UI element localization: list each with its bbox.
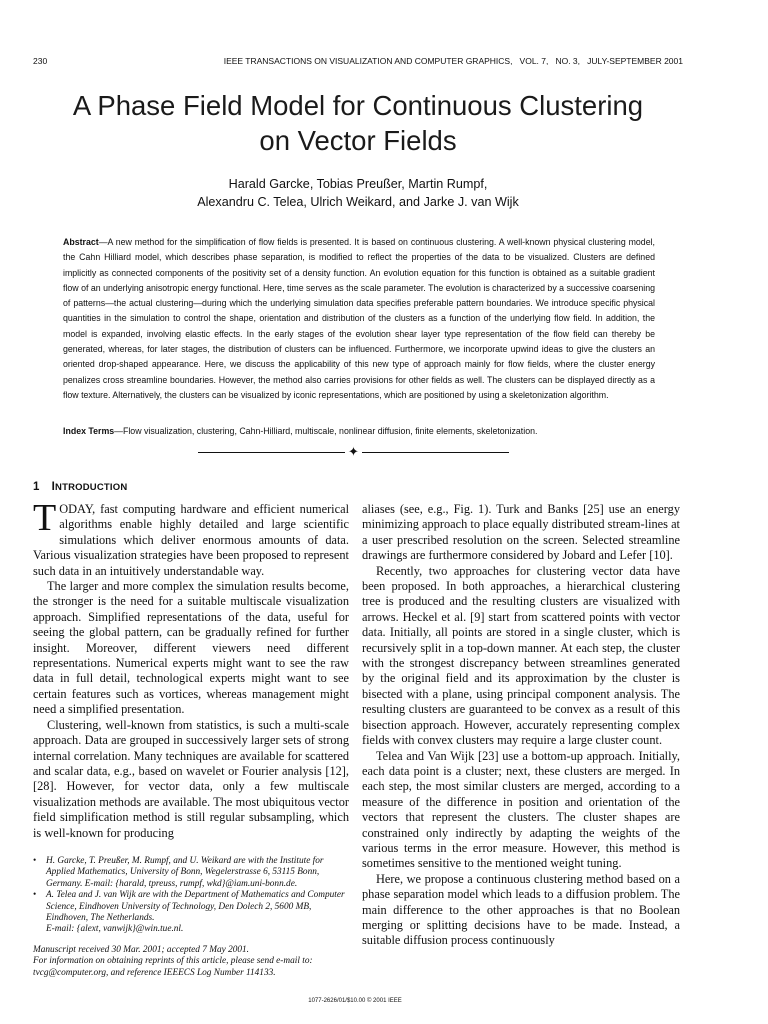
paper-title-line1: A Phase Field Model for Continuous Clustering <box>72 90 644 121</box>
left-column <box>33 497 349 841</box>
paragraph: TODAY, fast computing hardware and efficient numerical algorithms enable highly detailed and large scientific simulations which deliver enormous amounts of data. Various visualization strategies have been proposed to represent such data in an intuitively understandable way. <box>33 497 349 578</box>
paragraph: Here, we propose a continuous clustering method based on a phase separation model which leads to a diffusion problem. The main difference to the other approaches is that no Boolean merging or splitting decisions have to be made. Instead, a suitable diffusion process continuously <box>362 871 680 948</box>
abstract-label: Abstract <box>63 237 99 247</box>
footnote-item: • H. Garcke, T. Preußer, M. Rumpf, and U. Weikard are with the Institute for Applied Mathematics, University of Bonn, Wegelerstrasse 6, 53115 Bonn, Germany. E-mail: {harald, tpreuss, rumpf, wkd}@iam.uni-bonn.de. <box>33 856 324 889</box>
copyright-footer: 1077-2626/01/$10.00 © 2001 IEEE <box>308 998 402 1004</box>
index-terms-label: Index Terms <box>63 426 115 436</box>
running-header <box>33 56 683 70</box>
author-list <box>33 175 683 211</box>
author-line1: Harald Garcke, Tobias Preußer, Martin Rumpf, <box>228 177 488 191</box>
footnote-email: E-mail: {alext, vanwijk}@win.tue.nl. <box>46 924 184 935</box>
manuscript-dates: Manuscript received 30 Mar. 2001; accepted 7 May 2001. <box>33 944 250 955</box>
page-number: 230 <box>33 56 48 66</box>
abstract <box>63 235 655 403</box>
journal-header: IEEE TRANSACTIONS ON VISUALIZATION AND COMPUTER GRAPHICS, VOL. 7, NO. 3, JULY-SEPTEMBER 2001 <box>223 56 683 66</box>
paper-title-line2: on Vector Fields <box>259 125 457 156</box>
author-line2: Alexandru C. Telea, Ulrich Weikard, and Jarke J. van Wijk <box>197 195 519 209</box>
reprint-info: For information on obtaining reprints of this article, please send e-mail to: tvcg@computer.org, and reference IEEECS Log Number 114133. <box>33 956 313 978</box>
first-word: ODAY, <box>59 502 96 516</box>
section-title-initial: I <box>51 481 56 493</box>
bullet-icon: • <box>33 856 37 866</box>
index-terms <box>63 424 655 438</box>
paragraph: aliases (see, e.g., Fig. 1). Turk and Banks [25] use an energy minimizing approach to place equally distributed stream-lines at a user prescribed resolution on the screen. Selected streamline drawings are furthermore considered by Jobard and Lefer [10]. <box>362 502 680 563</box>
bullet-icon: • <box>33 890 37 901</box>
separator-rule-right <box>362 452 509 453</box>
separator-diamond-icon: ✦ <box>348 444 359 459</box>
footnotes <box>33 856 351 979</box>
paragraph: The larger and more complex the simulation results become, the stronger is the need for a suitable multiscale visualization approach. Simplified representations of the data, useful for seeing the global pattern, can be gradually refined for further insight. Moreover, different viewers need different representations. Numerical experts might want to see the raw data in full detail, technological experts might want to see certain features such as vortices, whereas management might need a simplified presentation. <box>33 579 349 717</box>
right-column <box>362 502 680 949</box>
paragraph: Clustering, well-known from statistics, is such a multi-scale approach. Data are grouped in successively larger sets of strong internal correlation. Many techniques are available for scattered and scalar data, e.g., based on wavelet or Fourier analysis [12], [28]. However, for vector data, only a few multiscale visualization methods are available. The most ubiquitous vector field simplification method is still regular subsampling, which is well-known for producing <box>33 717 349 840</box>
paragraph: Recently, two approaches for clustering vector data have been proposed. In both approaches, a hierarchical clustering tree is produced and the resulting clusters are visualized with arrows. Heckel et al. [9] start from scattered points with vector data. Initially, all points are stored in a single cluster, which is recursively split in a top-down manner. At each step, the cluster with the strongest discrepancy between streamlines generated by the original field and its approximation by the cluster is bisected with a plane, using principal component analysis. The resulting clusters are guaranteed to be convex as a result of this bisection approach. However, accurately representing complex fields with convex clusters may require a large cluster count. <box>362 563 680 748</box>
section-title-rest: NTRODUCTION <box>55 482 128 493</box>
paper-title <box>33 88 683 158</box>
index-terms-text: —Flow visualization, clustering, Cahn-Hilliard, multiscale, nonlinear diffusion, finite elements, skeletonization. <box>114 426 538 436</box>
section-heading <box>33 481 127 493</box>
separator-rule-left <box>198 452 345 453</box>
footnote-item: • A. Telea and J. van Wijk are with the Department of Mathematics and Computer Science, Eindhoven University of Technology, Den Dolech 2, 5600 MB, Eindhoven, The Netherlands. E-mail: {alext, vanwijk}@win.tue.nl. <box>33 890 345 935</box>
section-number: 1 <box>33 481 40 493</box>
drop-cap: T <box>33 497 57 539</box>
abstract-text: —A new method for the simplification of flow fields is presented. It is based on continuous clustering. A well-known physical clustering model, the Cahn Hilliard model, which describes phase separation, is modified to reflect the properties of the data to be visualized. Clusters are defined implicitly as connected components of the positivity set of a density function. An evolution equation for this function is obtained as a suitable gradient flow of an underlying anisotropic energy functional. Here, time serves as the scale parameter. The evolution is characterized by a successive coarsening of patterns—the actual clustering—during which the underlying simulation data specifies preferable pattern boundaries. We introduce specific physical quantities in the simulation to control the shape, orientation and distribution of the clusters as a function of the underlying flow field. In addition, the model is expanded, involving elastic effects. In the early stages of the evolution shear layer type representation of the flow field can thereby be generated, whereas, for later stages, the distribution of clusters can be influenced. Furthermore, we incorporate upwind ideas to give the clusters an oriented drop-shaped appearance. Here, we discuss the applicability of this new type of approach mainly for flow fields, where the cluster energy penalizes cross streamline boundaries. However, the method also carries provisions for other fields as well. The clusters can be displayed directly as a flow texture. Alternatively, the clusters can be visualized by iconic representations, which are positioned by using a skeletonization algorithm. <box>63 237 655 400</box>
paragraph: Telea and Van Wijk [23] use a bottom-up approach. Initially, each data point is a cluster; next, these clusters are merged. In each step, the most similar clusters are merged, according to a measure of the difference in position and orientation of the vectors that represent the clusters. The cluster shapes are constrained only indirectly by adapting the weights of the various terms in the error measure. However, this method is sometimes sensitive to the mentioned weight tuning. <box>362 748 680 871</box>
